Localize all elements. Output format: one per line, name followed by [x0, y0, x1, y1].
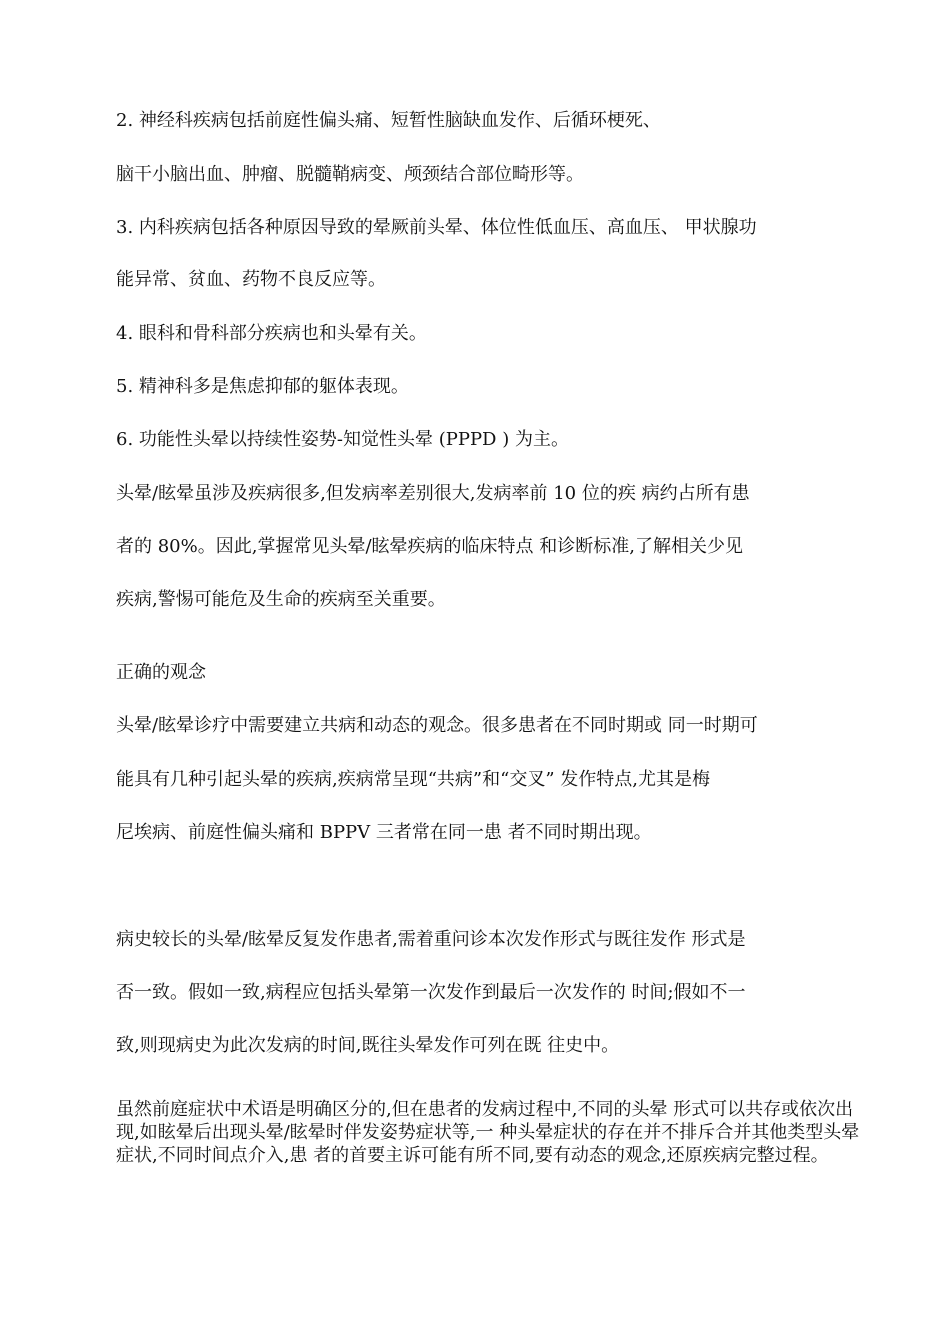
- final-paragraph: 虽然前庭症状中术语是明确区分的,但在患者的发病过程中,不同的头晕 形式可以共存或依次出现,如眩晕后出现头晕/眩晕时伴发姿势症状等,一 种头晕症状的存在并不排斥合并其他类型头晕症状,不同时间点介入,患 者的首要主诉可能有所不同,要有动态的观念,还原疾病完整过程。: [116, 1099, 860, 1166]
- text-line: 否一致。假如一致,病程应包括头晕第一次发作到最后一次发作的 时间;假如不一: [116, 982, 746, 1003]
- text-line: 尼埃病、前庭性偏头痛和 BPPV 三者常在同一患 者不同时期出现。: [116, 822, 652, 843]
- text-line: 疾病,警惕可能危及生命的疾病至关重要。: [116, 589, 446, 610]
- text-line: 头晕/眩晕虽涉及疾病很多,但发病率差别很大,发病率前 10 位的疾 病约占所有患: [116, 483, 750, 504]
- text-line: 3. 内科疾病包括各种原因导致的晕厥前头晕、体位性低血压、高血压、 甲状腺功: [116, 217, 757, 238]
- text-line: 病史较长的头晕/眩晕反复发作患者,需着重问诊本次发作形式与既往发作 形式是: [116, 929, 746, 950]
- text-line: 能异常、贫血、药物不良反应等。: [116, 269, 386, 290]
- text-line: 能具有几种引起头晕的疾病,疾病常呈现“共病”和“交叉” 发作特点,尤其是梅: [116, 769, 710, 790]
- text-line: 5. 精神科多是焦虑抑郁的躯体表现。: [116, 376, 409, 397]
- text-line: 6. 功能性头晕以持续性姿势-知觉性头晕 (PPPD ) 为主。: [116, 429, 569, 450]
- text-line: 脑干小脑出血、肿瘤、脱髓鞘病变、颅颈结合部位畸形等。: [116, 164, 584, 185]
- text-line: 者的 80%。因此,掌握常见头晕/眩晕疾病的临床特点 和诊断标准,了解相关少见: [116, 536, 743, 557]
- text-line: 4. 眼科和骨科部分疾病也和头晕有关。: [116, 323, 427, 344]
- section-heading: 正确的观念: [116, 662, 206, 683]
- text-line: 2. 神经科疾病包括前庭性偏头痛、短暂性脑缺血发作、后循环梗死、: [116, 110, 661, 131]
- text-line: 头晕/眩晕诊疗中需要建立共病和动态的观念。很多患者在不同时期或 同一时期可: [116, 715, 758, 736]
- text-line: 致,则现病史为此次发病的时间,既往头晕发作可列在既 往史中。: [116, 1035, 620, 1056]
